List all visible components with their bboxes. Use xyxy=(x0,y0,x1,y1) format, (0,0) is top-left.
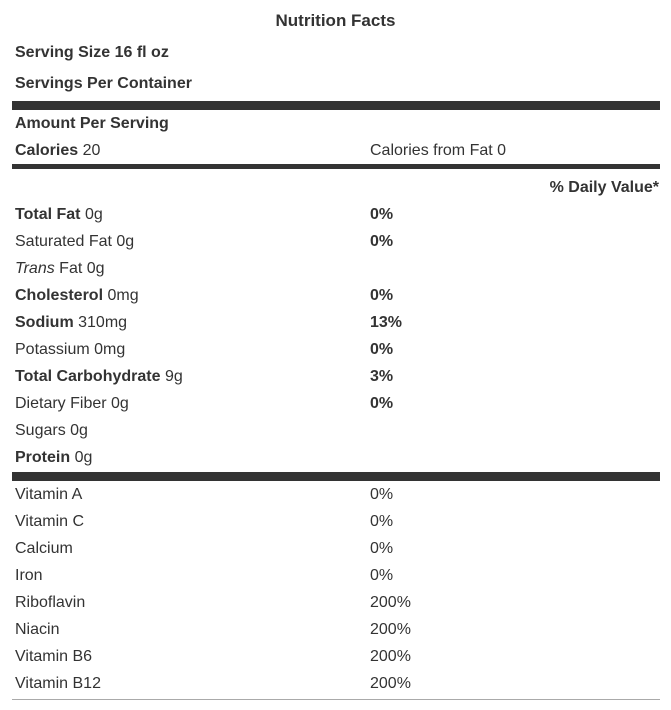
vitamin-dv: 0% xyxy=(370,540,394,557)
nutrient-row-sodium xyxy=(15,313,127,333)
nutrient-label: Cholesterol xyxy=(15,287,104,304)
calories-row xyxy=(15,141,100,161)
nutrient-label: Total Carbohydrate xyxy=(15,368,161,385)
bottom-divider xyxy=(12,699,660,700)
vitamin-row: Niacin xyxy=(15,621,60,638)
nutrient-amount: 0mg xyxy=(107,287,139,304)
vitamin-dv: 0% xyxy=(370,513,394,530)
vitamin-row: Riboflavin xyxy=(15,594,86,611)
vitamin-dv: 0% xyxy=(370,567,394,584)
nutrient-amount: 0g xyxy=(84,206,103,223)
servings-per-container: Servings Per Container xyxy=(15,75,192,92)
calories-value: 20 xyxy=(82,142,101,159)
nutrient-amount: 0g xyxy=(74,449,93,466)
nutrient-label: Dietary Fiber xyxy=(15,395,107,412)
nutrient-dv-sodium: 13% xyxy=(370,314,403,331)
medium-divider xyxy=(12,164,660,169)
nutrient-label: Potassium xyxy=(15,341,90,358)
nutrient-amount: 310mg xyxy=(78,314,128,331)
nutrient-row-total-fat xyxy=(15,205,103,225)
vitamin-row: Vitamin B6 xyxy=(15,648,93,665)
nutrient-row-protein xyxy=(15,448,92,468)
nutrient-row-saturated-fat xyxy=(15,232,134,252)
calories-from-fat: Calories from Fat 0 xyxy=(370,142,507,159)
nutrient-label: Sodium xyxy=(15,314,74,331)
nutrient-dv-total-fat: 0% xyxy=(370,206,394,223)
serving-size: Serving Size 16 fl oz xyxy=(15,44,169,61)
nutrient-row-total-carbohydrate xyxy=(15,367,183,387)
nutrient-amount: 0mg xyxy=(94,341,126,358)
vitamin-row: Calcium xyxy=(15,540,73,557)
daily-value-header: % Daily Value* xyxy=(549,179,659,196)
nutrient-dv-total-carbohydrate: 3% xyxy=(370,368,394,385)
nutrient-amount: 0g xyxy=(116,233,135,250)
nutrient-row-cholesterol xyxy=(15,286,139,306)
nutrient-row-sugars xyxy=(15,421,88,441)
nutrient-label: Fat xyxy=(59,260,83,277)
nutrient-label: Sugars xyxy=(15,422,66,439)
vitamin-row: Vitamin B12 xyxy=(15,675,101,692)
vitamin-dv: 0% xyxy=(370,486,394,503)
calories-label: Calories xyxy=(15,142,79,159)
amount-per-serving: Amount Per Serving xyxy=(15,115,169,132)
nutrient-label: Total Fat xyxy=(15,206,81,223)
thick-divider-top xyxy=(12,101,660,110)
label-title: Nutrition Facts xyxy=(275,11,396,30)
nutrient-dv-cholesterol: 0% xyxy=(370,287,394,304)
thick-divider-vitamins xyxy=(12,472,660,481)
nutrient-row-trans-fat xyxy=(15,259,105,279)
vitamin-row: Vitamin C xyxy=(15,513,85,530)
nutrient-amount: 0g xyxy=(70,422,88,439)
nutrient-dv-dietary-fiber: 0% xyxy=(370,395,394,412)
nutrient-label: Protein xyxy=(15,449,71,466)
nutrient-label-italic: Trans xyxy=(15,260,55,277)
nutrient-amount: 0g xyxy=(86,260,105,277)
nutrient-row-potassium xyxy=(15,340,125,360)
nutrient-label: Saturated Fat xyxy=(15,233,112,250)
vitamin-dv: 200% xyxy=(370,648,411,665)
nutrient-amount: 0g xyxy=(111,395,129,412)
vitamin-row: Iron xyxy=(15,567,43,584)
vitamin-dv: 200% xyxy=(370,594,411,611)
nutrient-amount: 9g xyxy=(164,368,183,385)
vitamin-dv: 200% xyxy=(370,621,411,638)
nutrient-dv-potassium: 0% xyxy=(370,341,394,358)
vitamin-row: Vitamin A xyxy=(15,486,83,503)
nutrient-dv-saturated-fat: 0% xyxy=(370,233,394,250)
nutrient-row-dietary-fiber xyxy=(15,394,129,414)
vitamin-dv: 200% xyxy=(370,675,411,692)
